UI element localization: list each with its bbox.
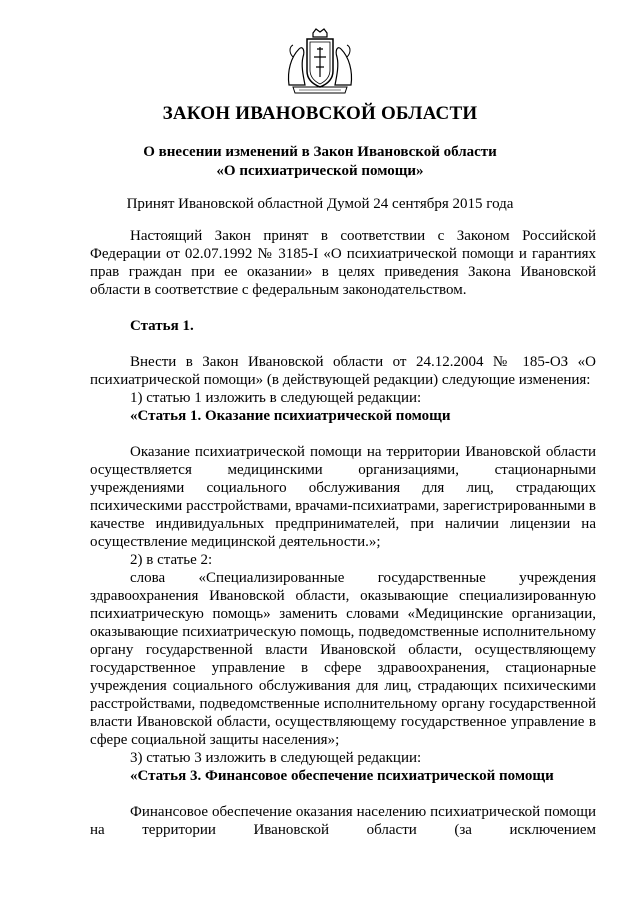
subtitle-line-1: О внесении изменений в Закон Ивановской области <box>143 144 497 160</box>
document-subtitle <box>80 143 560 181</box>
item-1-heading: «Статья 1. Оказание психиатрической помощи <box>130 408 451 424</box>
article-1-heading: Статья 1. <box>130 318 194 334</box>
item-3-heading: «Статья 3. Финансовое обеспечение психиатрической помощи <box>130 768 554 784</box>
item-3: 3) статью 3 изложить в следующей редакции: <box>130 750 422 766</box>
coat-of-arms-icon <box>283 27 357 97</box>
preamble: Настоящий Закон принят в соответствии с Законом Российской Федерации от 02.07.1992 № 3185-I «О психиатрической помощи и гарантиях прав граждан при ее оказании» в целях приведения Закона Ивановской области в соответствие с федеральным законодательством. <box>90 228 596 298</box>
document-body <box>90 227 596 839</box>
item-3-text: Финансовое обеспечение оказания населению психиатрической помощи на территории Ивановской области (за исключением <box>90 804 596 838</box>
item-2-text: слова «Специализированные государственные учреждения здравоохранения Ивановской области, оказывающие специализированную психиатрическую помощь» заменить словами «Медицинские организации, оказывающие психиатрическую помощь, подведомственные исполнительному органу государственной власти Ивановской области, осуществляющему государственное управление в сфере здравоохранения, стационарные учреждения социального обслуживания для лиц, страдающих психическими расстройствами, подведомственные исполнительному органу государственной власти Ивановской области, осуществляющему государственное управление в сфере социальной защиты населения»; <box>90 570 596 748</box>
item-2: 2) в статье 2: <box>130 552 213 568</box>
item-1: 1) статью 1 изложить в следующей редакции: <box>130 390 422 406</box>
subtitle-line-2: «О психиатрической помощи» <box>216 163 424 179</box>
item-1-text: Оказание психиатрической помощи на территории Ивановской области осуществляется медицинскими организациями, стационарными учреждениями социального обслуживания для лиц, страдающих психическими расстройствами, врачами-психиатрами, зарегистрированными в качестве индивидуальных предпринимателей, при наличии лицензии на осуществление медицинской деятельности.»; <box>90 444 596 550</box>
adoption-date: Принят Ивановской областной Думой 24 сентября 2015 года <box>126 196 514 212</box>
article-1-intro: Внести в Закон Ивановской области от 24.12.2004 № 185-ОЗ «О психиатрической помощи» (в действующей редакции) следующие изменения: <box>90 354 596 388</box>
document-title: ЗАКОН ИВАНОВСКОЙ ОБЛАСТИ <box>162 103 478 124</box>
